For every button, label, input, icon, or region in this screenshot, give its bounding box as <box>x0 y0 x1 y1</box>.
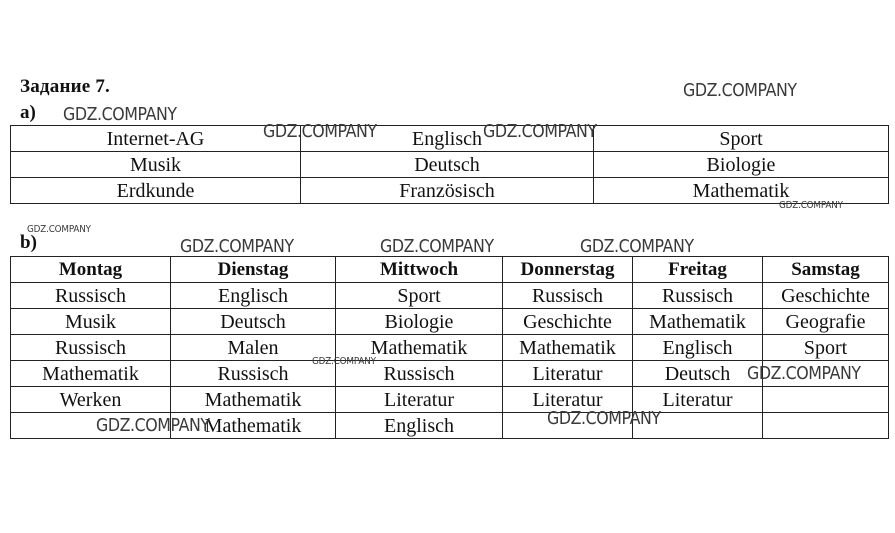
part-a-label: a) <box>20 102 36 123</box>
timetable-part-b <box>10 256 889 439</box>
table-cell: Mathematik <box>171 387 336 413</box>
table-cell: Geschichte <box>763 283 889 309</box>
table-row <box>11 152 889 178</box>
header-row <box>11 257 889 283</box>
table-cell: Deutsch <box>301 152 594 178</box>
watermark: GDZ.COMPANY <box>380 236 494 257</box>
table-cell: Biologie <box>336 309 503 335</box>
table-row <box>11 387 889 413</box>
table-cell: Sport <box>594 126 889 152</box>
task-heading: Задание 7. <box>20 76 110 97</box>
watermark: GDZ.COMPANY <box>779 200 843 211</box>
table-row <box>11 335 889 361</box>
table-cell: Mathematik <box>594 178 889 204</box>
table-row <box>11 413 889 439</box>
watermark: GDZ.COMPANY <box>96 415 210 436</box>
column-header-samstag: Samstag <box>763 257 889 283</box>
column-header-donnerstag: Donnerstag <box>503 257 633 283</box>
watermark: GDZ.COMPANY <box>263 121 377 142</box>
table-cell: Musik <box>11 309 171 335</box>
table-cell: Biologie <box>594 152 889 178</box>
table-row <box>11 283 889 309</box>
table-cell: Sport <box>763 335 889 361</box>
table-cell: Sport <box>336 283 503 309</box>
watermark: GDZ.COMPANY <box>547 408 661 429</box>
table-row <box>11 126 889 152</box>
watermark: GDZ.COMPANY <box>27 224 91 235</box>
part-b-label: b) <box>20 232 37 253</box>
table-cell: Englisch <box>301 126 594 152</box>
table-row <box>11 178 889 204</box>
table-cell <box>763 361 889 387</box>
column-header-mittwoch: Mittwoch <box>336 257 503 283</box>
table-cell <box>763 413 889 439</box>
column-header-montag: Montag <box>11 257 171 283</box>
table-cell: Musik <box>11 152 301 178</box>
table-cell: Werken <box>11 387 171 413</box>
table-cell: Mathematik <box>633 309 763 335</box>
table-cell: Russisch <box>633 283 763 309</box>
column-header-dienstag: Dienstag <box>171 257 336 283</box>
table-cell <box>11 413 171 439</box>
table-cell: Malen <box>171 335 336 361</box>
watermark: GDZ.COMPANY <box>180 236 294 257</box>
table-cell <box>503 413 633 439</box>
table-cell: Mathematik <box>336 335 503 361</box>
table-cell: Englisch <box>336 413 503 439</box>
table-cell: Deutsch <box>171 309 336 335</box>
table-cell: Geschichte <box>503 309 633 335</box>
table-cell: Mathematik <box>171 413 336 439</box>
table-cell <box>763 387 889 413</box>
table-cell: Englisch <box>633 335 763 361</box>
table-cell: Literatur <box>633 387 763 413</box>
table-cell: Geografie <box>763 309 889 335</box>
table-cell: Russisch <box>11 283 171 309</box>
table-cell: Mathematik <box>11 361 171 387</box>
watermark: GDZ.COMPANY <box>580 236 694 257</box>
table-row <box>11 309 889 335</box>
table-cell: Literatur <box>503 387 633 413</box>
table-cell <box>633 413 763 439</box>
table-cell: Literatur <box>503 361 633 387</box>
watermark: GDZ.COMPANY <box>63 104 177 125</box>
watermark: GDZ.COMPANY <box>483 121 597 142</box>
table-cell: Russisch <box>11 335 171 361</box>
table-cell: Französisch <box>301 178 594 204</box>
table-row <box>11 361 889 387</box>
watermark: GDZ.COMPANY <box>683 80 797 101</box>
table-cell: Erdkunde <box>11 178 301 204</box>
table-cell: Deutsch <box>633 361 763 387</box>
table-cell: Literatur <box>336 387 503 413</box>
table-cell: Russisch <box>171 361 336 387</box>
watermark: GDZ.COMPANY <box>312 356 376 367</box>
column-header-freitag: Freitag <box>633 257 763 283</box>
table-cell: Mathematik <box>503 335 633 361</box>
watermark: GDZ.COMPANY <box>747 363 861 384</box>
table-cell: Englisch <box>171 283 336 309</box>
table-cell: Russisch <box>503 283 633 309</box>
table-cell: Russisch <box>336 361 503 387</box>
table-cell: Internet-AG <box>11 126 301 152</box>
table-part-a <box>10 125 889 204</box>
